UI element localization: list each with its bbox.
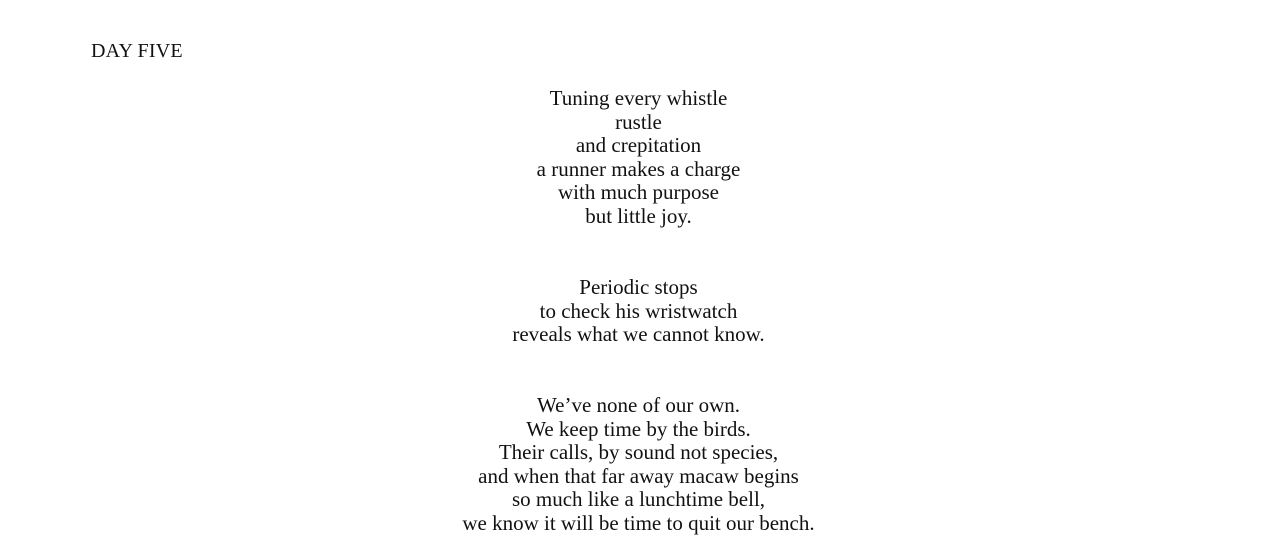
poem-line: Periodic stops	[579, 275, 698, 299]
poem-stanza-2	[0, 276, 1275, 347]
poem-line: We keep time by the birds.	[526, 416, 751, 441]
poem-line: and when that far away macaw begins	[478, 463, 799, 488]
poem-line: reveals what we cannot know.	[512, 322, 765, 347]
poem-line: rustle	[615, 109, 662, 134]
poem-line: and crepitation	[575, 133, 702, 158]
poem-stanza-1	[0, 87, 1275, 229]
poem-line: with much purpose	[558, 180, 719, 205]
page-heading: DAY FIVE	[91, 40, 183, 62]
poem-stanza-3	[0, 394, 1275, 536]
poem-line: but little joy.	[585, 203, 692, 228]
poem-line: we know it will be time to quit our bench.	[462, 510, 815, 535]
poem-line: so much like a lunchtime bell,	[511, 487, 766, 512]
poem-line: a runner makes a charge	[536, 156, 741, 181]
poem-line: We’ve none of our own.	[537, 393, 740, 417]
poem-line: Their calls, by sound not species,	[498, 440, 779, 465]
poem-line: to check his wristwatch	[539, 298, 738, 323]
poem-line: Tuning every whistle	[549, 86, 728, 110]
